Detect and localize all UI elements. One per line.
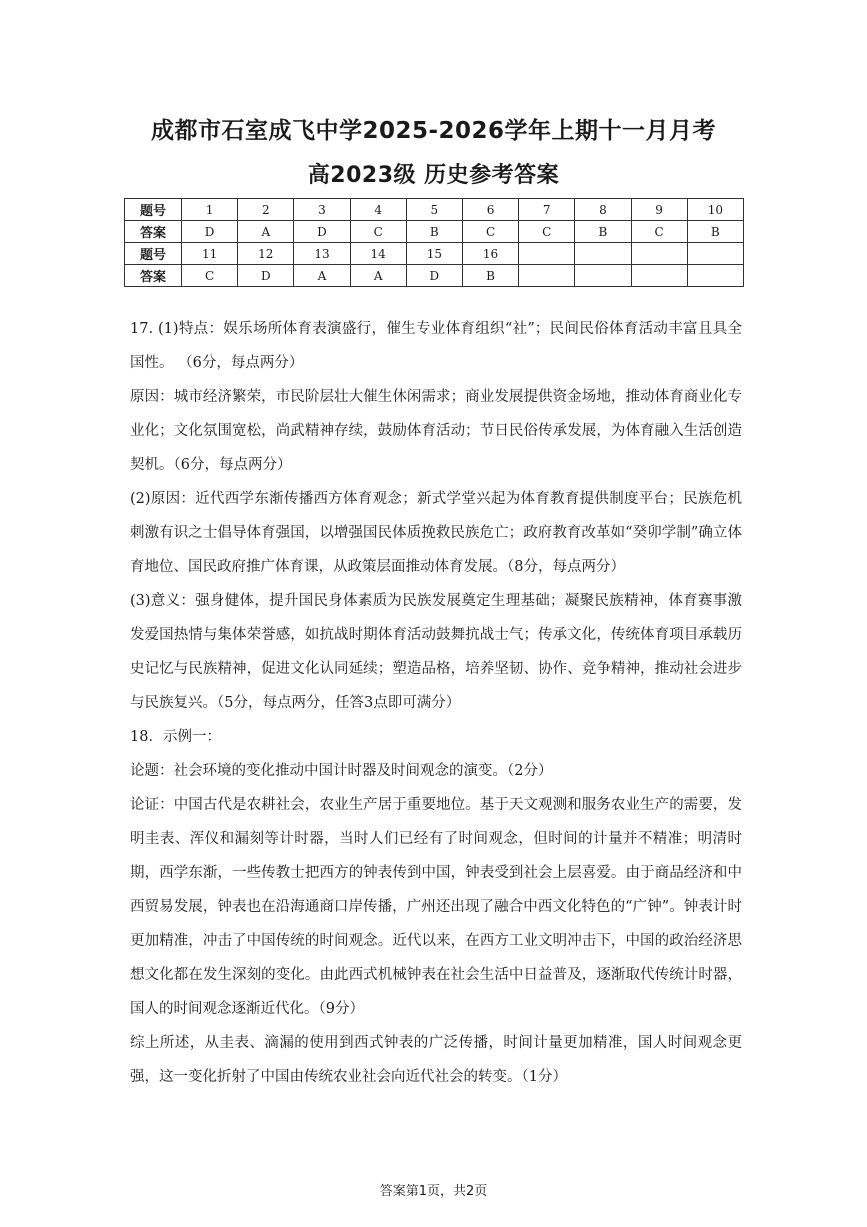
document-title: 成都市石室成飞中学2025-2026学年上期十一月月考 [150,118,717,144]
question-number-cell [519,243,575,265]
row-header-answer: 答案 [125,221,182,243]
answer-paragraph-17-1: 17. (1)特点：娱乐场所体育表演盛行，催生专业体育组织“社”；民间民俗体育活动丰富且具全国性。 （6分，每点两分） [130,321,742,371]
question-number-cell: 2 [238,199,294,221]
answer-paragraph-18-conclusion: 综上所述，从圭表、滴漏的使用到西式钟表的广泛传播，时间计量更加精准，国人时间观念更强，这一变化折射了中国由传统农业社会向近代社会的转变。（1分） [130,1035,742,1085]
answer-paragraph-18-argument: 论证：中国古代是农耕社会，农业生产居于重要地位。基于天文观测和服务农业生产的需要，发明圭表、浑仪和漏刻等计时器，当时人们已经有了时间观念，但时间的计量并不精准；明清时期，西学东渐，一些传教士把西方的钟表传到中国，钟表受到社会上层喜爱。由于商品经济和中西贸易发展，钟表也在沿海通商口岸传播，广州还出现了融合中西文化特色的“广钟”。钟表计时更加精准，冲击了中国传统的时间观念。近代以来，在西方工业文明冲击下，中国的政治经济思想文化都在发生深刻的变化。由此西式机械钟表在社会生活中日益普及，逐渐取代传统计时器，国人的时间观念逐渐近代化。（9分） [130,797,742,1017]
answer-paragraph-17-2: (2)原因：近代西学东渐传播西方体育观念；新式学堂兴起为体育教育提供制度平台；民族危机刺激有识之士倡导体育强国，以增强国民体质挽救民族危亡；政府教育改革如“癸卯学制”确立体育地位、国民政府推广体育课，从政策层面推动体育发展。（8分，每点两分） [130,491,742,575]
question-number-cell: 7 [519,199,575,221]
question-number-cell: 14 [350,243,406,265]
answer-cell: C [631,221,687,243]
page-footer: 答案第1页，共2页 [379,1184,488,1199]
answer-cell: B [575,221,631,243]
answer-body [130,312,742,1094]
document-subtitle: 高2023级 历史参考答案 [307,163,560,188]
row-header-number: 题号 [125,199,182,221]
table-row [125,265,744,287]
answer-cell: D [238,265,294,287]
question-number-cell: 3 [294,199,350,221]
answer-cell [519,265,575,287]
row-header-answer: 答案 [125,265,182,287]
answer-cell: C [462,221,518,243]
answer-paragraph-17-3: (3)意义：强身健体，提升国民身体素质为民族发展奠定生理基础；凝聚民族精神，体育赛事激发爱国热情与集体荣誉感，如抗战时期体育活动鼓舞抗战士气；传承文化，传统体育项目承载历史记忆与民族精神，促进文化认同延续；塑造品格，培养坚韧、协作、竞争精神，推动社会进步与民族复兴。（5分，每点两分，任答3点即可满分） [130,593,742,711]
answer-cell: D [406,265,462,287]
question-number-cell: 16 [462,243,518,265]
question-number-cell [575,243,631,265]
answer-cell: A [350,265,406,287]
question-number-cell: 11 [182,243,238,265]
question-number-cell: 4 [350,199,406,221]
answer-paragraph-17-1-reasons: 原因：城市经济繁荣，市民阶层壮大催生休闲需求；商业发展提供资金场地，推动体育商业化专业化；文化氛围宽松，尚武精神存续，鼓励体育活动；节日民俗传承发展，为体育融入生活创造契机。（6分，每点两分） [130,389,742,473]
answer-cell: B [406,221,462,243]
answer-cell: C [519,221,575,243]
answer-cell: C [182,265,238,287]
answer-cell: C [350,221,406,243]
answer-paragraph-18-thesis: 论题：社会环境的变化推动中国计时器及时间观念的演变。（2分） [130,763,553,779]
answer-key-table [124,198,744,287]
question-number-cell [687,243,743,265]
question-number-cell: 13 [294,243,350,265]
table-row [125,243,744,265]
question-number-cell: 12 [238,243,294,265]
question-number-cell: 15 [406,243,462,265]
question-number-cell: 5 [406,199,462,221]
answer-cell: A [294,265,350,287]
row-header-number: 题号 [125,243,182,265]
answer-cell: A [238,221,294,243]
question-number-cell: 8 [575,199,631,221]
answer-paragraph-18-heading: 18．示例一： [130,729,221,745]
question-number-cell [631,243,687,265]
answer-cell [631,265,687,287]
answer-cell: B [462,265,518,287]
question-number-cell: 9 [631,199,687,221]
question-number-cell: 1 [182,199,238,221]
question-number-cell: 6 [462,199,518,221]
answer-cell: B [687,221,743,243]
answer-cell [575,265,631,287]
question-number-cell: 10 [687,199,743,221]
table-row [125,199,744,221]
answer-cell: D [182,221,238,243]
answer-cell: D [294,221,350,243]
answer-cell [687,265,743,287]
table-row [125,221,744,243]
